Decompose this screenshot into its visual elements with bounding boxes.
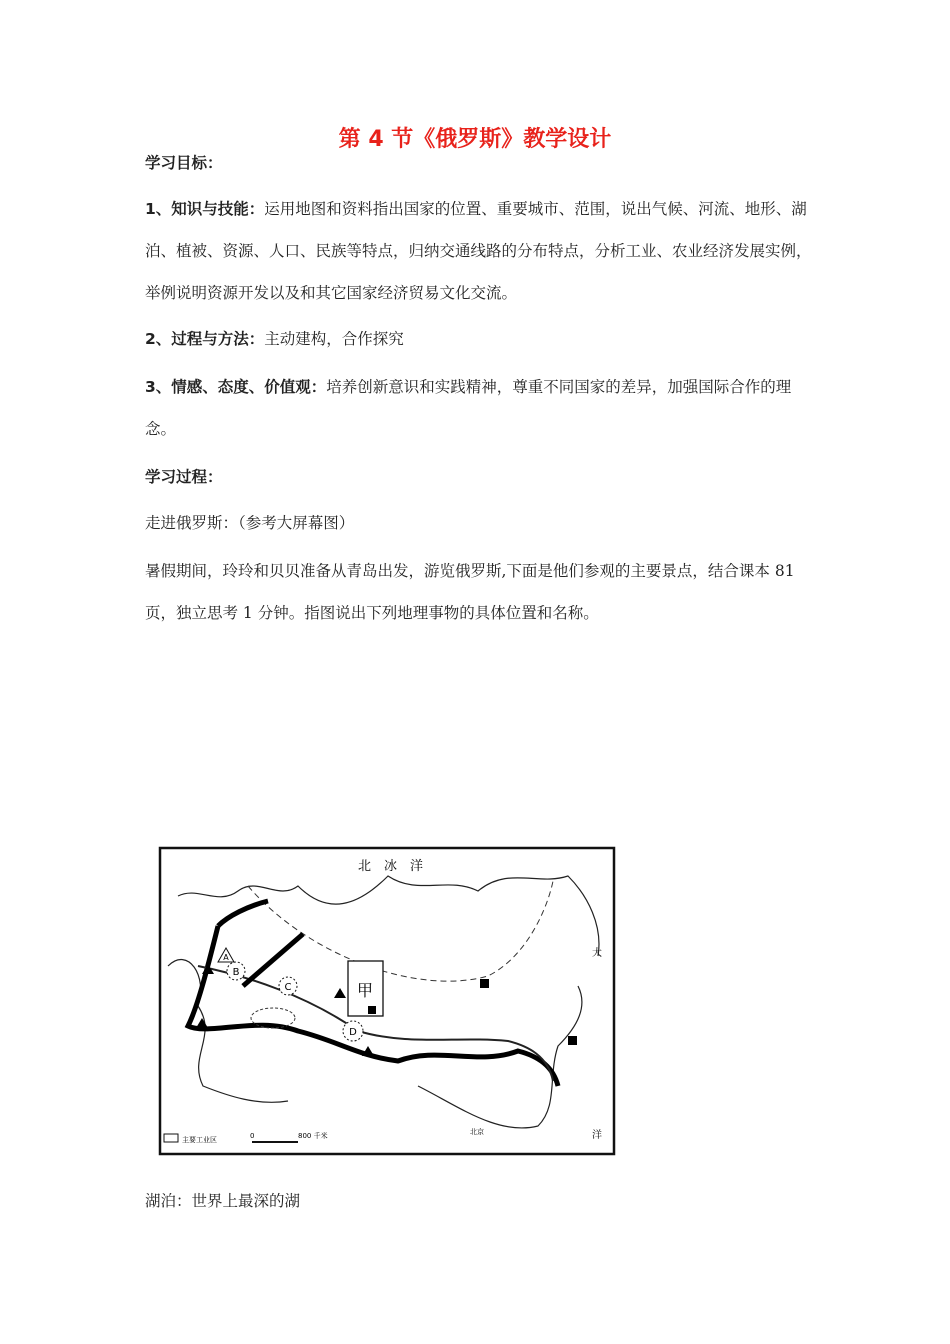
map-side-label: 大 bbox=[592, 948, 602, 959]
objective-3-label: 3、情感、态度、价值观： bbox=[145, 378, 327, 396]
objective-1-label: 1、知识与技能： bbox=[145, 200, 265, 218]
map-legend-label: 主要工业区 bbox=[182, 1136, 217, 1144]
map-marker-a: A bbox=[223, 953, 229, 962]
intro-line: 走进俄罗斯：（参考大屏幕图） bbox=[145, 514, 355, 532]
map-marker-d: D bbox=[349, 1027, 357, 1038]
map-sea-label: 洋 bbox=[592, 1130, 602, 1141]
map-ocean-label: 北 冰 洋 bbox=[358, 859, 424, 874]
page-title: 第 4 节《俄罗斯》教学设计 bbox=[338, 127, 612, 152]
objective-3 bbox=[145, 366, 815, 450]
objectives-heading: 学习目标： bbox=[145, 154, 223, 172]
objective-2-label: 2、过程与方法： bbox=[145, 330, 265, 348]
objective-2 bbox=[145, 318, 815, 360]
objective-2-text: 主动建构，合作探究 bbox=[264, 330, 404, 348]
objective-1 bbox=[145, 188, 815, 314]
map-marker-c: C bbox=[284, 982, 292, 993]
objective-1-text: 运用地图和资料指出国家的位置、重要城市、范围，说出气候、河流、地形、湖泊、植被、资源、人口、民族等特点，归纳交通线路的分布特点，分析工业、农业经济发展实例，举例说明资源开发以及和其它国家经济贸易文化交流。 bbox=[145, 200, 812, 302]
map-scale-zero: 0 bbox=[250, 1132, 255, 1140]
intro-paragraph: 暑假期间，玲玲和贝贝准备从青岛出发，游览俄罗斯,下面是他们参观的主要景点，结合课本 81 页，独立思考 1 分钟。指图说出下列地理事物的具体位置和名称。 bbox=[145, 562, 795, 622]
map-marker-b: B bbox=[232, 967, 240, 978]
process-heading: 学习过程： bbox=[145, 468, 223, 486]
map-scale-label: 800 千米 bbox=[298, 1132, 328, 1140]
objective-3-text: 培养创新意识和实践精神，尊重不同国家的差异，加强国际合作的理念。 bbox=[145, 378, 792, 438]
russia-map-figure bbox=[158, 846, 616, 1158]
map-region-label: 甲 bbox=[356, 981, 374, 1000]
map-city-label: 北京 bbox=[470, 1128, 484, 1136]
map-caption: 湖泊：世界上最深的湖 bbox=[145, 1192, 301, 1210]
